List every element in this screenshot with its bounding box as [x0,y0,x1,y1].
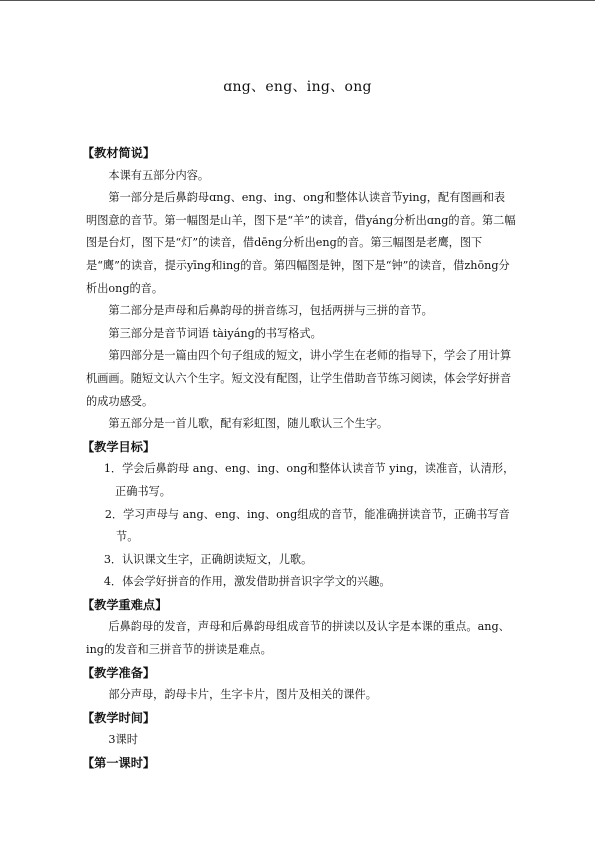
section-heading-zhongnandian: 【教学重难点】 [82,597,168,612]
paragraph: 本课有五部分内容。 [108,168,210,182]
list-item: 3．认识课文生字，正确朗读短文，儿歌。 [103,552,313,566]
section-heading-jiaocai: 【教材简说】 [82,146,156,160]
paragraph: 第二部分是声母和后鼻韵母的拼音练习，包括两拼与三拼的音节。 [108,304,433,318]
document-body [82,142,516,775]
paragraph: 3课时 [108,733,138,747]
paragraph: 第三部分是音节词语 tàiyáng的书写格式。 [108,326,322,340]
list-item: 4．体会学好拼音的作用，激发借助拼音识字学文的兴趣。 [103,575,391,589]
list-item: 2．学习声母与 ang、eng、ing、ong组成的音节，能准确拼读音节，正确书写音节。 [104,507,510,544]
list-item: 1．学会后鼻韵母 ang、eng、ing、ong和整体认读音节 ying，读准音，认清形，正确书写。 [103,462,515,498]
section-heading-mubiao: 【教学目标】 [82,439,156,454]
paragraph: 第四部分是一篇由四个句子组成的短文，讲小学生在老师的指导下，学会了用计算机画画。随短文认六个生字。短文没有配图，让学生借助音节练习阅读，体会学好拼音的成功感受。 [86,349,512,408]
page-title: ɑng、eng、ing、ong [223,79,372,95]
paragraph: 第一部分是后鼻韵母ɑng、eng、ing、ong和整体认读音节ying，配有图画和表明图意的音节。第一幅图是山羊，图下是“羊”的读音，借yáng分析出ɑng的音。第二幅图是台灯，图下是“灯”的读音，借dēng分析出eng的音。第三幅图是老鹰，图下是“鹰”的读音，提示yīng和ing的音。第四幅图是钟，图下是“钟”的读音，借zhōng分析出ong的音。 [86,191,516,295]
paragraph: 第五部分是一首儿歌，配有彩虹图，随儿歌认三个生字。 [108,417,389,431]
paragraph: 后鼻韵母的发音，声母和后鼻韵母组成音节的拼读以及认字是本课的重点。ang、ing的发音和三拼音节的拼读是难点。 [86,620,510,657]
section-heading-zhunbei: 【教学准备】 [82,665,156,680]
page-top-border [0,0,595,1]
paragraph: 部分声母，韵母卡片，生字卡片，图片及相关的课件。 [108,688,377,702]
section-heading-shijian: 【教学时间】 [82,710,156,725]
section-heading-diyi: 【第一课时】 [82,756,156,771]
